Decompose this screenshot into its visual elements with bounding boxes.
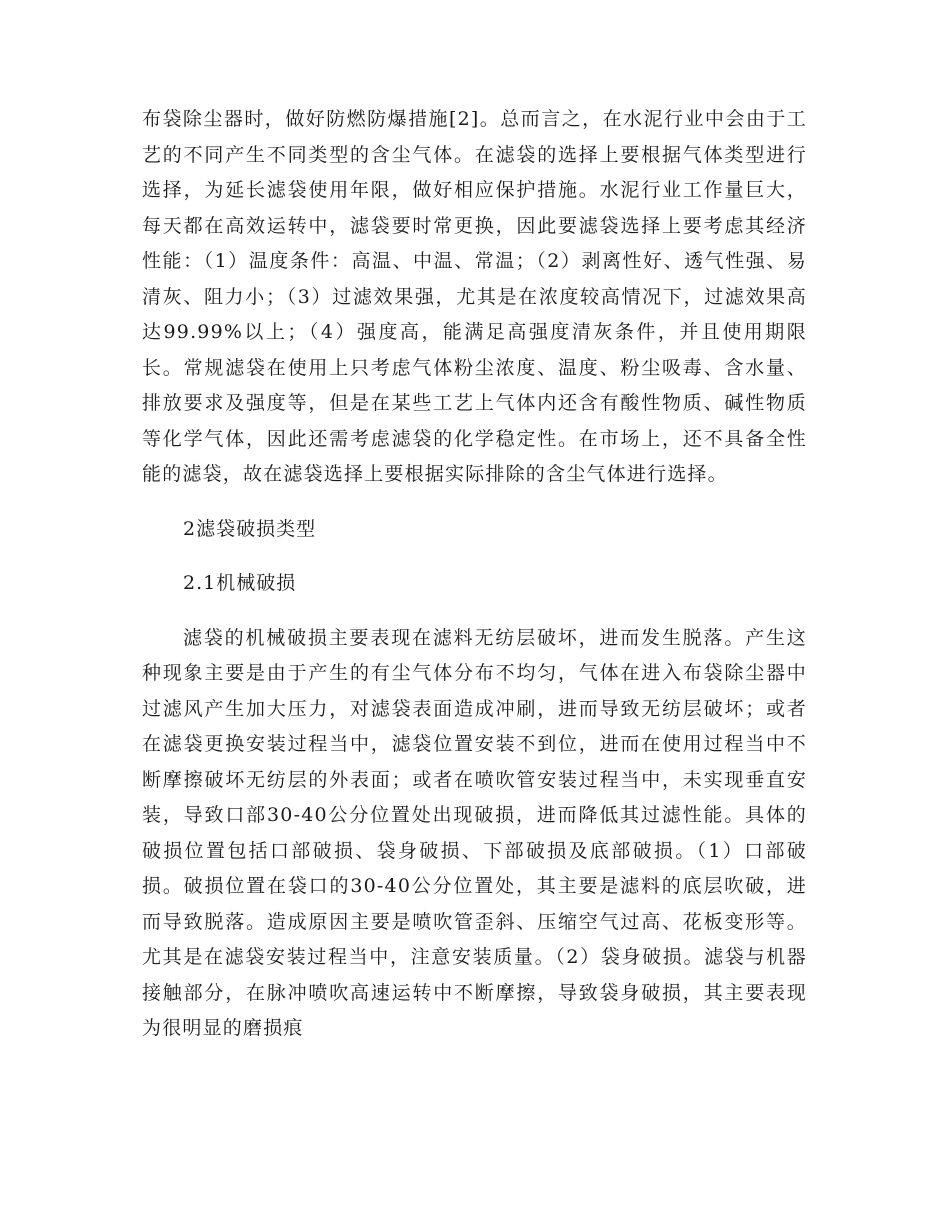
subsection-heading: 2.1机械破损 bbox=[183, 572, 297, 594]
body-paragraph: 布袋除尘器时，做好防燃防爆措施[2]。总而言之，在水泥行业中会由于工艺的不同产生不同类型的含尘气体。在滤袋的选择上要根据气体类型进行选择，为延长滤袋使用年限，做好相应保护措施。水泥行业工作量巨大，每天都在高效运转中，滤袋要时常更换，因此要滤袋选择上要考虑其经济性能：（1）温度条件：高温、中温、常温；（2）剥离性好、透气性强、易清灰、阻力小；（3）过滤效果强，尤其是在浓度较高情况下，过滤效果高达99.99%以上；（4）强度高，能满足高强度清灰条件，并且使用期限长。常规滤袋在使用上只考虑气体粉尘浓度、温度、粉尘吸毒、含水量、排放要求及强度等，但是在某些工艺上气体内还含有酸性物质、碱性物质等化学气体，因此还需考虑滤袋的化学稳定性。在市场上，还不具备全性能的滤袋，故在滤袋选择上要根据实际排除的含尘气体进行选择。 bbox=[142, 108, 807, 485]
body-paragraph: 滤袋的机械破损主要表现在滤料无纺层破坏，进而发生脱落。产生这种现象主要是由于产生的有尘气体分布不均匀，气体在进入布袋除尘器中过滤风产生加大压力，对滤袋表面造成冲刷，进而导致无纺层破坏；或者在滤袋更换安装过程当中，滤袋位置安装不到位，进而在使用过程当中不断摩擦破坏无纺层的外表面；或者在喷吹管安装过程当中，未实现垂直安装，导致口部30-40公分位置处出现破损，进而降低其过滤性能。具体的破损位置包括口部破损、袋身破损、下部破损及底部破损。（1）口部破损。破损位置在袋口的30-40公分位置处，其主要是滤料的底层吹破，进而导致脱落。造成原因主要是喷吹管歪斜、压缩空气过高、花板变形等。尤其是在滤袋安装过程当中，注意安装质量。（2）袋身破损。滤袋与机器接触部分，在脉冲喷吹高速运转中不断摩擦，导致袋身破损，其主要表现为很明显的磨损痕 bbox=[142, 626, 807, 1039]
section-heading: 2滤袋破损类型 bbox=[183, 517, 317, 540]
document-page bbox=[142, 102, 807, 1047]
